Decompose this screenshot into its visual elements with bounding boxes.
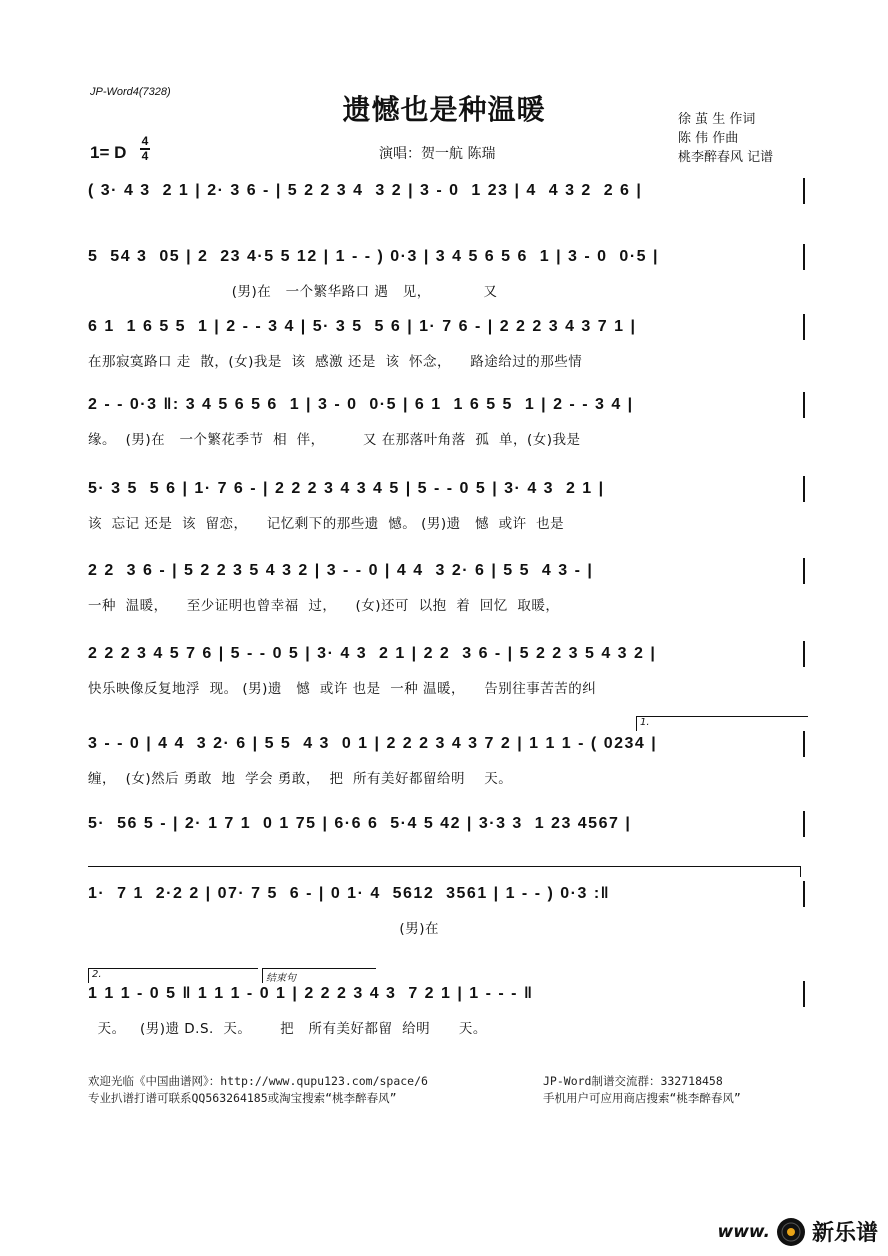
logo-brand: 新乐谱 [811, 1221, 878, 1246]
lyric-row: 缠， (女)然后 勇敢 地 学会 勇敢， 把 所有美好都留给明 天。 [88, 771, 513, 787]
notation-row: 6 1 1 6 5 5 1 | 2 - - 3 4 | 5· 3 5 5 6 | 1· 7 6 - | 2 2 2 3 4 3 7 1 | [88, 318, 637, 335]
footer-right-line1: JP-Word制谱交流群：332718458 [543, 1074, 723, 1088]
row-end-barline [803, 244, 805, 270]
coda-bracket: 结束句 [262, 968, 376, 983]
lyric-row: 在那寂寞路口 走 散，(女)我是 该 感激 还是 该 怀念， 路途给过的那些情 [88, 354, 583, 370]
notation-row: 3 - - 0 | 4 4 3 2· 6 | 5 5 4 3 0 1 | 2 2 2 3 4 3 7 2 | 1 1 1 - ( 0234 | [88, 735, 658, 752]
notation-row: 2 - - 0·3 ‖: 3 4 5 6 5 6 1 | 3 - 0 0·5 | 6 1 1 6 5 5 1 | 2 - - 3 4 | [88, 396, 634, 413]
meter-top: 4 [141, 134, 149, 148]
row-end-barline [803, 558, 805, 584]
notation-row: 5 54 3 05 | 2 23 4·5 5 12 | 1 - - ) 0·3 | 3 4 5 6 5 6 1 | 3 - 0 0·5 | [88, 248, 659, 265]
footer-left-line2: 专业扒谱打谱可联系QQ563264185或淘宝搜索“桃李醉春风” [88, 1091, 397, 1105]
lyric-row: 天。 (男)遗 D.S. 天。 把 所有美好都留 给明 天。 [88, 1021, 487, 1037]
vinyl-icon [776, 1217, 806, 1247]
lyric-row: 缘。 (男)在 一个繁花季节 相 伴， 又 在那落叶角落 孤 单，(女)我是 [88, 432, 581, 448]
notation-row: 5· 3 5 5 6 | 1· 7 6 - | 2 2 2 3 4 3 4 5 | 5 - - 0 5 | 3· 4 3 2 1 | [88, 480, 605, 497]
lyric-row: (男)在 [88, 921, 439, 937]
row-end-barline [803, 392, 805, 418]
lyric-row: 该 忘记 还是 该 留恋， 记忆剩下的那些遗 憾。 (男)遗 憾 或许 也是 [88, 516, 565, 532]
volta-first-ending: 1. [636, 716, 808, 731]
lyricist-credit: 徐 茧 生 作词 [678, 112, 756, 127]
row-end-barline [803, 981, 805, 1007]
row-end-barline [803, 811, 805, 837]
time-signature [140, 135, 150, 163]
row-end-barline [803, 476, 805, 502]
lyric-row: (男)在 一个繁华路口 遇 见， 又 [88, 284, 498, 300]
notation-row: 2 2 3 6 - | 5 2 2 3 5 4 3 2 | 3 - - 0 | 4 4 3 2· 6 | 5 5 4 3 - | [88, 562, 594, 579]
transcriber-credit: 桃李醉春风 记谱 [678, 150, 774, 165]
row-end-barline [803, 178, 805, 204]
notation-row: 1 1 1 - 0 5 ‖ 1 1 1 - 0 1 | 2 2 2 3 4 3 7 2 1 | 1 - - - ‖ [88, 985, 534, 1002]
footer-left-line1: 欢迎光临《中国曲谱网》：http://www.qupu123.com/space/6 [88, 1074, 428, 1088]
lyric-row: 一种 温暖， 至少证明也曾幸福 过， (女)还可 以抱 着 回忆 取暖， [88, 598, 560, 614]
song-title: 遗憾也是种温暖 [342, 93, 546, 126]
row-end-barline [803, 881, 805, 907]
volta-continuation [88, 866, 801, 877]
singers: 演唱：贺一航 陈瑞 [379, 146, 496, 162]
logo-url: www. [717, 1221, 770, 1242]
volta-second-ending: 2. [88, 968, 258, 983]
row-end-barline [803, 731, 805, 757]
notation-row: 5· 56 5 - | 2· 1 7 1 0 1 75 | 6·6 6 5·4 5 42 | 3·3 3 1 23 4567 | [88, 815, 632, 832]
app-id-label: JP-Word4(7328) [90, 86, 171, 98]
credits [678, 110, 773, 167]
footer-right-line2: 手机用户可应用商店搜索“桃李醉春风” [543, 1091, 741, 1105]
notation-row: 1· 7 1 2·2 2 | 07· 7 5 6 - | 0 1· 4 5612 3561 | 1 - - ) 0·3 :‖ [88, 885, 611, 902]
lyric-row: 快乐映像反复地浮 现。 (男)遗 憾 或许 也是 一种 温暖， 告别往事苦苦的纠 [88, 681, 597, 697]
key-signature: 1= D [90, 143, 127, 162]
row-end-barline [803, 314, 805, 340]
notation-row: ( 3· 4 3 2 1 | 2· 3 6 - | 5 2 2 3 4 3 2 | 3 - 0 1 23 | 4 4 3 2 2 6 | [88, 182, 643, 199]
row-end-barline [803, 641, 805, 667]
meter-bottom: 4 [141, 148, 149, 163]
composer-credit: 陈 伟 作曲 [678, 131, 739, 146]
notation-row: 2 2 2 3 4 5 7 6 | 5 - - 0 5 | 3· 4 3 2 1 | 2 2 3 6 - | 5 2 2 3 5 4 3 2 | [88, 645, 657, 662]
site-logo[interactable] [717, 1216, 878, 1247]
